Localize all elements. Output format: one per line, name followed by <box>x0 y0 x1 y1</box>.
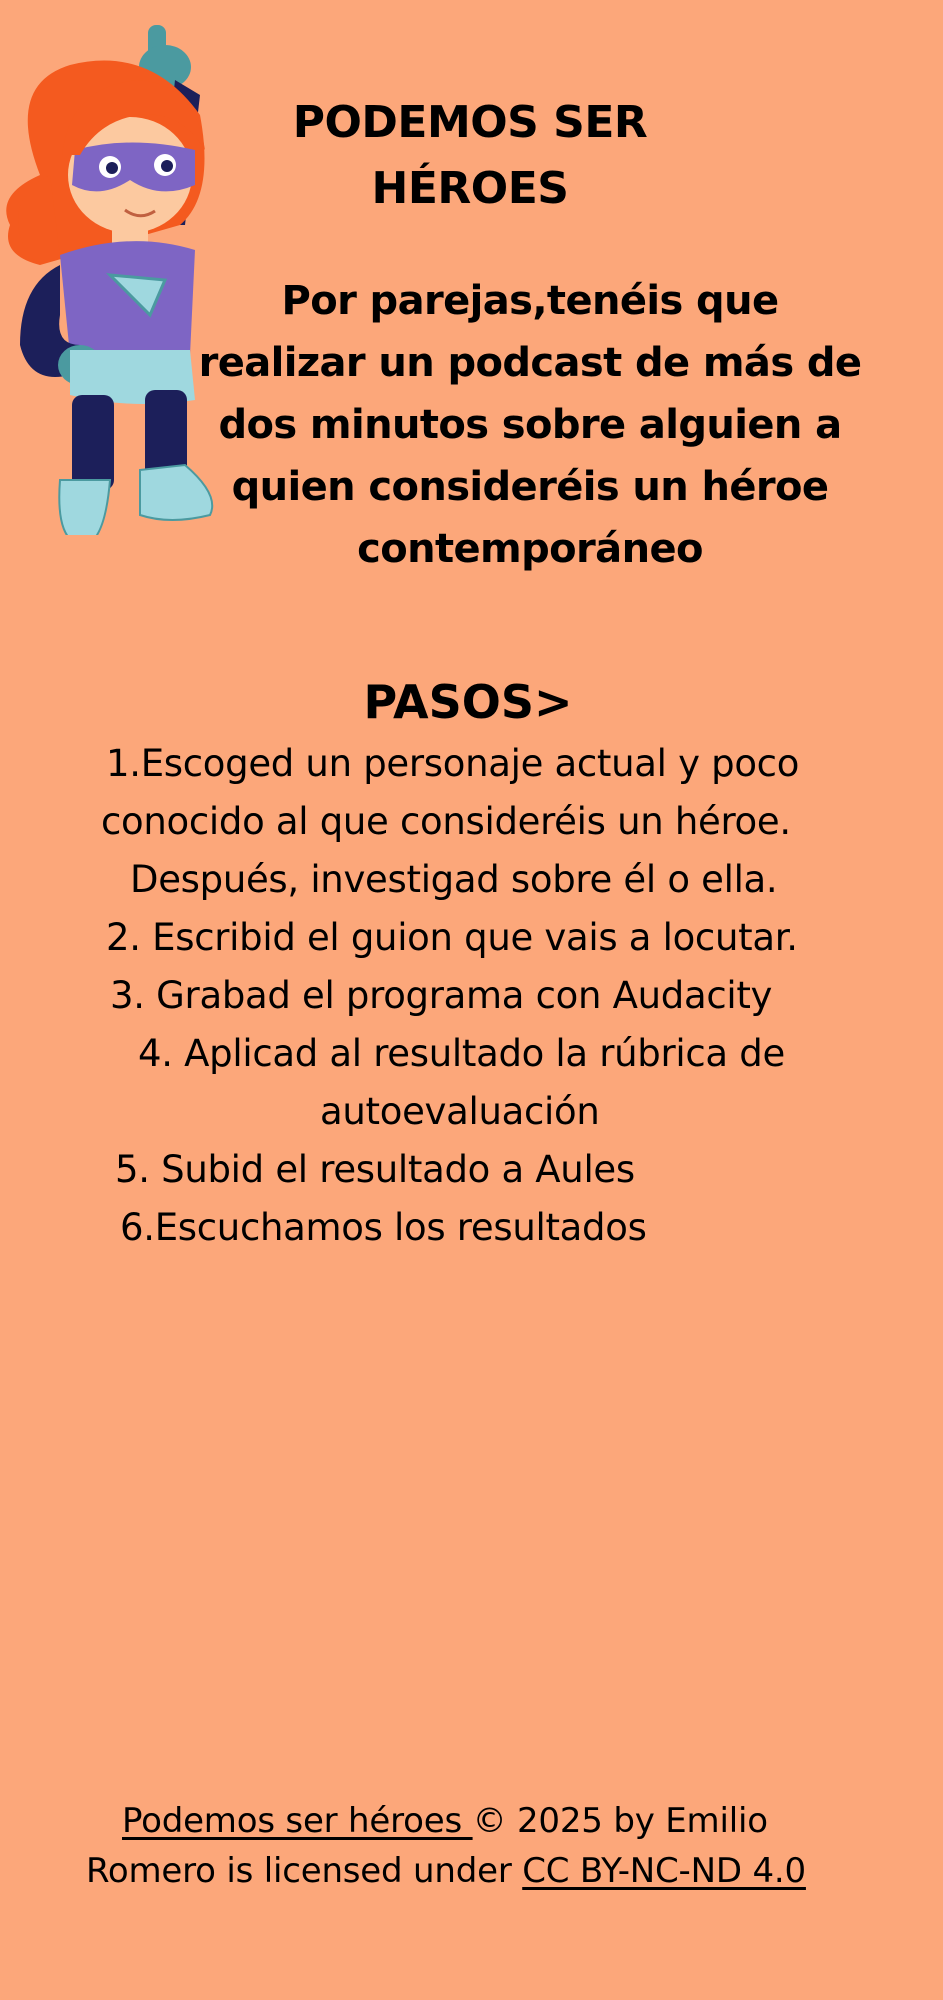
step-line: 6.Escuchamos los resultados <box>120 1206 647 1249</box>
step-line: autoevaluación <box>320 1090 600 1133</box>
step-line: 5. Subid el resultado a Aules <box>115 1148 635 1191</box>
copyright-text: © 2025 by Emilio <box>472 1801 768 1841</box>
license-link[interactable]: CC BY-NC-ND 4.0 <box>522 1851 806 1891</box>
step-line: 1.Escoged un personaje actual y poco <box>106 742 800 785</box>
intro-line: dos minutos sobre alguien a <box>218 402 842 448</box>
footer-line-1 <box>122 1796 768 1846</box>
step-line: 2. Escribid el guion que vais a locutar. <box>106 916 798 959</box>
intro-line: realizar un podcast de más de <box>198 340 862 386</box>
page-title <box>260 90 680 222</box>
step-line: 3. Grabad el programa con Audacity <box>110 974 773 1017</box>
steps-heading: PASOS> <box>363 675 573 729</box>
intro-line: quien consideréis un héroe <box>231 464 829 510</box>
author-text: Romero is licensed under <box>86 1851 523 1891</box>
page-title-line-2: HÉROES <box>371 163 569 214</box>
page-title-line-1: PODEMOS SER <box>292 97 648 148</box>
intro-text <box>190 270 870 580</box>
intro-line: Por parejas,tenéis que <box>281 278 779 324</box>
footer-line-2 <box>86 1846 806 1896</box>
step-line: conocido al que consideréis un héroe. <box>101 800 791 843</box>
intro-line: contemporáneo <box>357 526 703 572</box>
step-line: Después, investigad sobre él o ella. <box>130 858 778 901</box>
step-line: 4. Aplicad al resultado la rúbrica de <box>138 1032 785 1075</box>
work-title-link[interactable]: Podemos ser héroes <box>122 1801 473 1841</box>
